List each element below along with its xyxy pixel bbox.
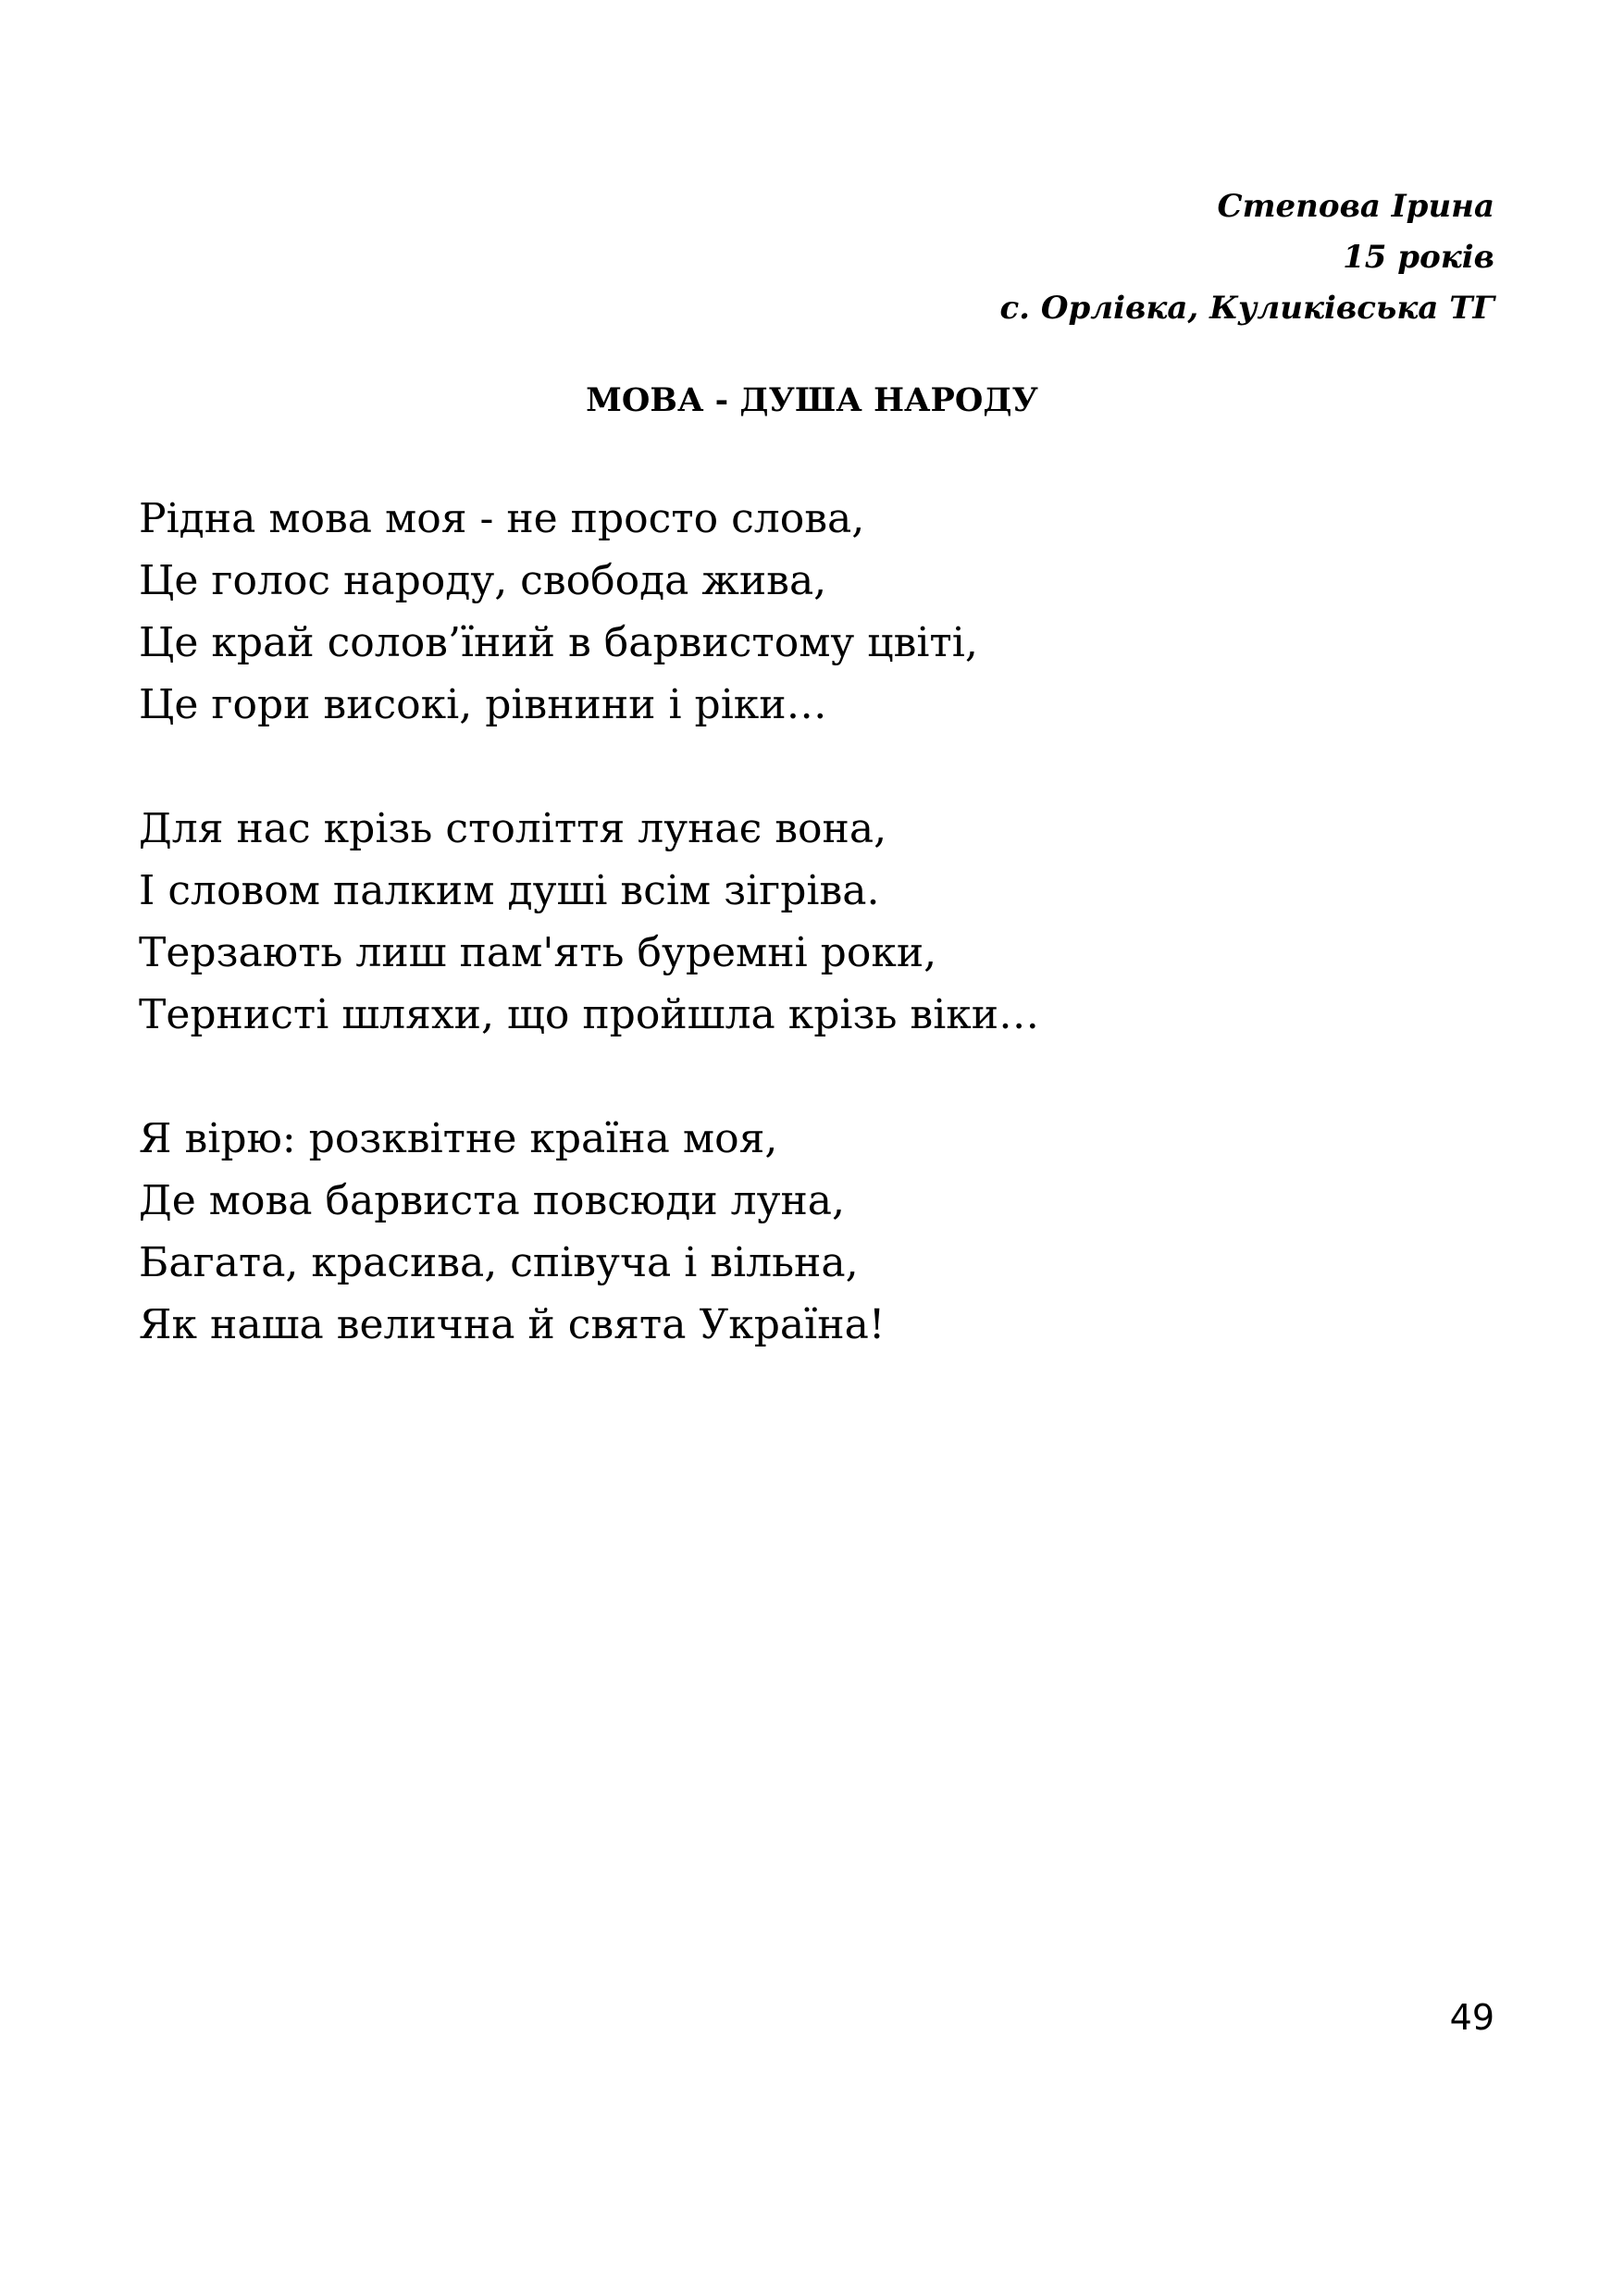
verse-line: Де мова барвиста повсюди луна, <box>139 1177 846 1224</box>
verse-line: Багата, красива, співуча і вільна, <box>139 1239 859 1286</box>
verse-line: Це гори високі, рівнини і ріки… <box>139 681 827 728</box>
verse-line: І словом палким душі всім зігріва. <box>139 867 880 914</box>
stanza-1 <box>139 488 1039 736</box>
verse-line: Рідна мова моя - не просто слова, <box>139 495 865 542</box>
verse-line: Це голос народу, свобода жива, <box>139 557 827 604</box>
author-location: с. Орлівка, Куликівська ТГ <box>999 290 1494 327</box>
verse-line: Я вірю: розквітне країна моя, <box>139 1115 778 1162</box>
poem-body <box>139 488 1039 1356</box>
verse-line: Для нас крізь століття лунає вона, <box>139 805 887 852</box>
author-age: 15 років <box>1343 239 1494 276</box>
page-number: 49 <box>1449 1997 1494 2038</box>
verse-line: Це край солов’їний в барвистому цвіті, <box>139 619 978 666</box>
stanza-2 <box>139 798 1039 1046</box>
author-block <box>999 181 1494 334</box>
author-name: Степова Ірина <box>1217 188 1494 225</box>
verse-line: Терзають лиш пам'ять буремні роки, <box>139 929 937 976</box>
verse-line: Тернисті шляхи, що пройшла крізь віки… <box>139 991 1040 1038</box>
verse-line: Як наша велична й свята Україна! <box>139 1301 886 1348</box>
poem-title: МОВА - ДУША НАРОДУ <box>586 381 1038 419</box>
stanza-3 <box>139 1108 1039 1356</box>
